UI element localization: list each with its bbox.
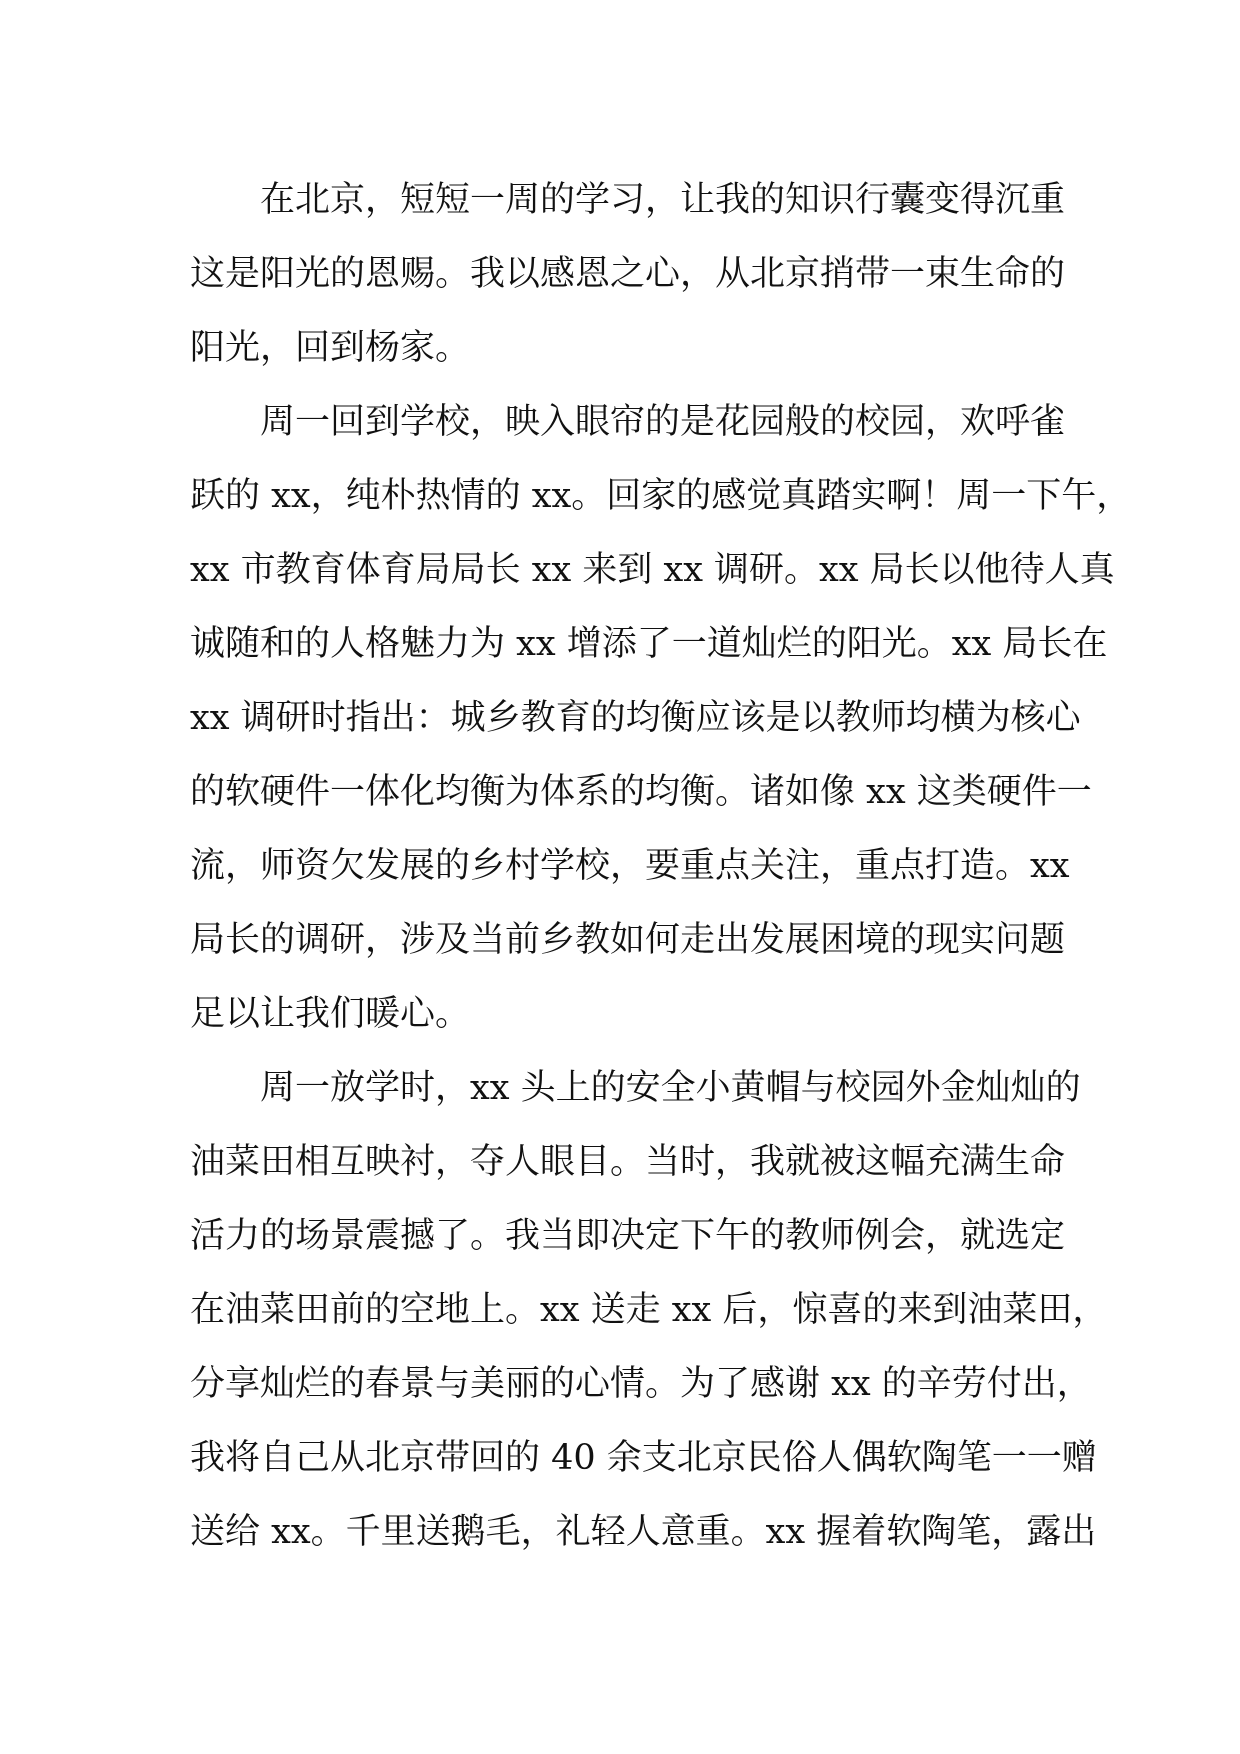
paragraph-line: 我将自己从北京带回的 40 余支北京民俗人偶软陶笔一一赠 xyxy=(190,1438,1097,1478)
paragraph-line: 在油菜田前的空地上。xx 送走 xx 后，惊喜的来到油菜田， xyxy=(190,1290,1108,1330)
paragraph-line: 分享灿烂的春景与美丽的心情。为了感谢 xx 的辛劳付出， xyxy=(190,1364,1092,1404)
paragraph-1 xyxy=(190,163,1070,385)
paragraph-2 xyxy=(190,385,1132,1051)
paragraph-line: 周一放学时，xx 头上的安全小黄帽与校园外金灿灿的 xyxy=(260,1068,1081,1108)
paragraph-3 xyxy=(190,1051,1108,1569)
paragraph-line: 活力的场景震撼了。我当即决定下午的教师例会，就选定 xyxy=(190,1216,1066,1256)
paragraph-line: 在北京，短短一周的学习，让我的知识行囊变得沉重 xyxy=(260,180,1066,220)
paragraph-line: 油菜田相互映衬，夺人眼目。当时，我就被这幅充满生命 xyxy=(190,1142,1066,1182)
paragraph-line: 这是阳光的恩赐。我以感恩之心，从北京捎带一束生命的 xyxy=(190,254,1066,294)
paragraph-line: xx 调研时指出：城乡教育的均衡应该是以教师均横为核心 xyxy=(190,698,1081,738)
paragraph-line: 阳光，回到杨家。 xyxy=(190,328,471,368)
paragraph-line: 足以让我们暖心。 xyxy=(190,994,471,1034)
paragraph-line: 的软硬件一体化均衡为体系的均衡。诸如像 xx 这类硬件一 xyxy=(190,772,1092,812)
paragraph-line: xx 市教育体育局局长 xx 来到 xx 调研。xx 局长以他待人真 xyxy=(190,550,1115,590)
paragraph-line: 诚随和的人格魅力为 xx 增添了一道灿烂的阳光。xx 局长在 xyxy=(190,624,1108,664)
paragraph-line: 跃的 xx，纯朴热情的 xx。回家的感觉真踏实啊！周一下午， xyxy=(190,476,1132,516)
paragraph-line: 流，师资欠发展的乡村学校，要重点关注，重点打造。xx xyxy=(190,846,1070,886)
document-body xyxy=(190,163,1132,1569)
paragraph-line: 局长的调研，涉及当前乡教如何走出发展困境的现实问题 xyxy=(190,920,1066,960)
paragraph-line: 送给 xx。千里送鹅毛，礼轻人意重。xx 握着软陶笔，露出 xyxy=(190,1512,1097,1552)
paragraph-line: 周一回到学校，映入眼帘的是花园般的校园，欢呼雀 xyxy=(260,402,1066,442)
